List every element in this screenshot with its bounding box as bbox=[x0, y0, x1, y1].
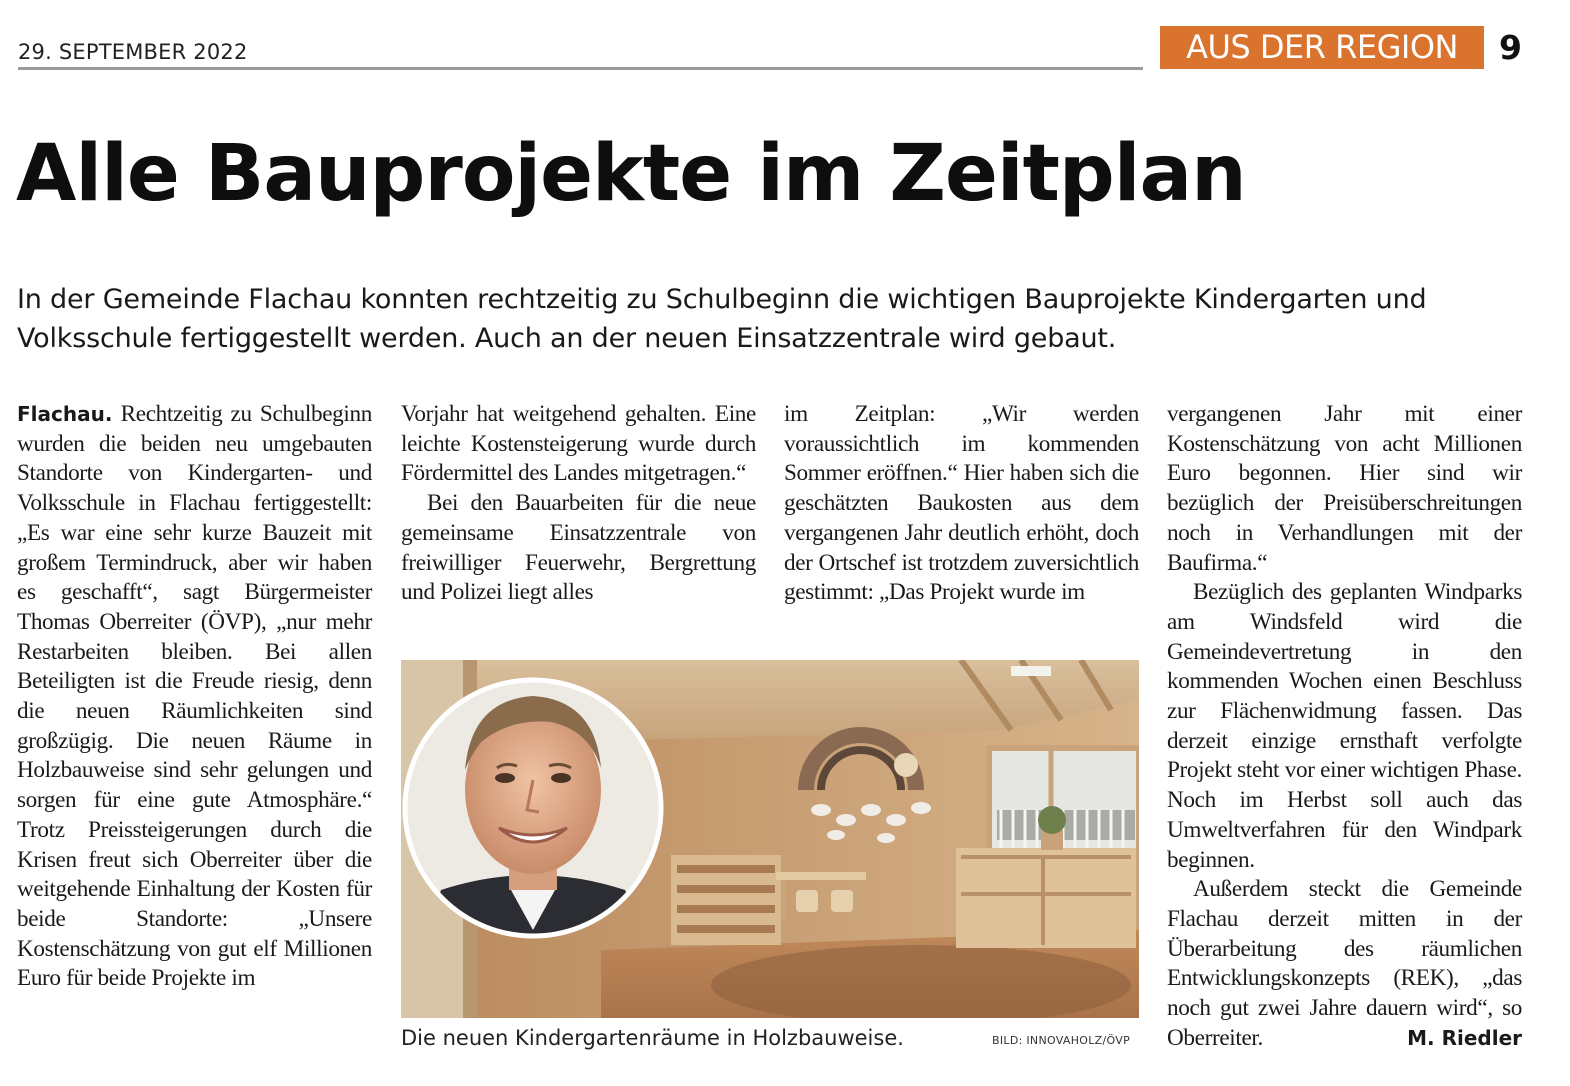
header-divider bbox=[18, 67, 1143, 70]
dateline: Flachau. bbox=[17, 402, 113, 426]
article-column-1 bbox=[17, 400, 372, 1060]
photo-caption: Die neuen Kindergartenräume in Holzbauweise. bbox=[401, 1026, 904, 1050]
column-4-paragraph-2: Bezüglich des geplanten Windparks am Windsfeld wird die Gemeindevertretung in den kommenden Wochen einen Beschluss zur Flächenwidmung fassen. Das derzeit einzige ernsthaft verfolgte Projekt steht vor einer wichtigen Phase. Noch im Herbst soll auch das Umweltverfahren für den Windpark beginnen. bbox=[1167, 579, 1522, 873]
article-lead: In der Gemeinde Flachau konnten rechtzeitig zu Schulbeginn die wichtigen Bauprojekte Kindergarten und Volksschule fertiggestellt werden. Auch an der neuen Einsatzzentrale wird gebaut. bbox=[17, 284, 1427, 354]
column-2-paragraph-1: Vorjahr hat weitgehend gehalten. Eine leichte Kostensteigerung wurde durch Fördermittel des Landes mitgetragen.“ bbox=[401, 401, 756, 487]
page-number: 9 bbox=[1499, 28, 1522, 67]
article-headline: Alle Bauprojekte im Zeitplan bbox=[16, 129, 1246, 219]
article-column-2 bbox=[401, 400, 756, 640]
kindergarten-photo bbox=[401, 660, 1139, 1018]
issue-date: 29. SEPTEMBER 2022 bbox=[18, 40, 248, 64]
column-1-text: Rechtzeitig zu Schulbeginn wurden die beiden neu umgebauten Standorte von Kindergarten- und Volksschule in Flachau fertiggestellt: „Es war eine sehr kurze Bauzeit mit großem Termindruck, aber wir haben es geschafft“, sagt Bürgermeister Thomas Oberreiter (ÖVP), „nur mehr Restarbeiten bleiben. Bei allen Beteiligten ist die Freude riesig, denn die neuen Räumlichkeiten sind großzügig. Die neuen Räume in Holzbauweise sind sehr gelungen und sorgen für eine gute Atmosphäre.“ Trotz Preissteigerungen durch die Krisen freut sich Oberreiter über die weitgehende Einhaltung der Kosten für beide Standorte: „Unsere Kostenschätzung von gut elf Millionen Euro für beide Projekte im bbox=[17, 401, 372, 992]
photo-credit: BILD: INNOVAHOLZ/ÖVP bbox=[992, 1034, 1131, 1047]
column-4-paragraph-1: vergangenen Jahr mit einer Kostenschätzung von acht Millionen Euro begonnen. Hier sind wir bezüglich der Preisüberschreitungen noch in Verhandlungen mit der Baufirma.“ bbox=[1167, 401, 1522, 576]
article-column-3 bbox=[784, 400, 1139, 640]
author-byline: M. Riedler bbox=[1407, 1025, 1522, 1050]
column-4-paragraph-3: Außerdem steckt die Gemeinde Flachau derzeit mitten in der Überarbeitung des räumlichen Entwicklungskonzepts (REK), „das noch gut zwei Jahre dauern wird“, so Oberreiter. bbox=[1167, 876, 1522, 1051]
column-3-text: im Zeitplan: „Wir werden voraussichtlich im kommenden Sommer eröffnen.“ Hier haben sich die geschätzten Baukosten aus dem vergangenen Jahr deutlich erhöht, doch der Ortschef ist trotzdem zuversichtlich gestimmt: „Das Projekt wurde im bbox=[784, 401, 1139, 606]
article-column-4 bbox=[1167, 400, 1522, 1060]
section-label: AUS DER REGION bbox=[1160, 26, 1484, 69]
column-2-paragraph-2: Bei den Bauarbeiten für die neue gemeinsame Einsatzzentrale von freiwilliger Feuerwehr, Bergrettung und Polizei liegt alles bbox=[401, 490, 756, 606]
